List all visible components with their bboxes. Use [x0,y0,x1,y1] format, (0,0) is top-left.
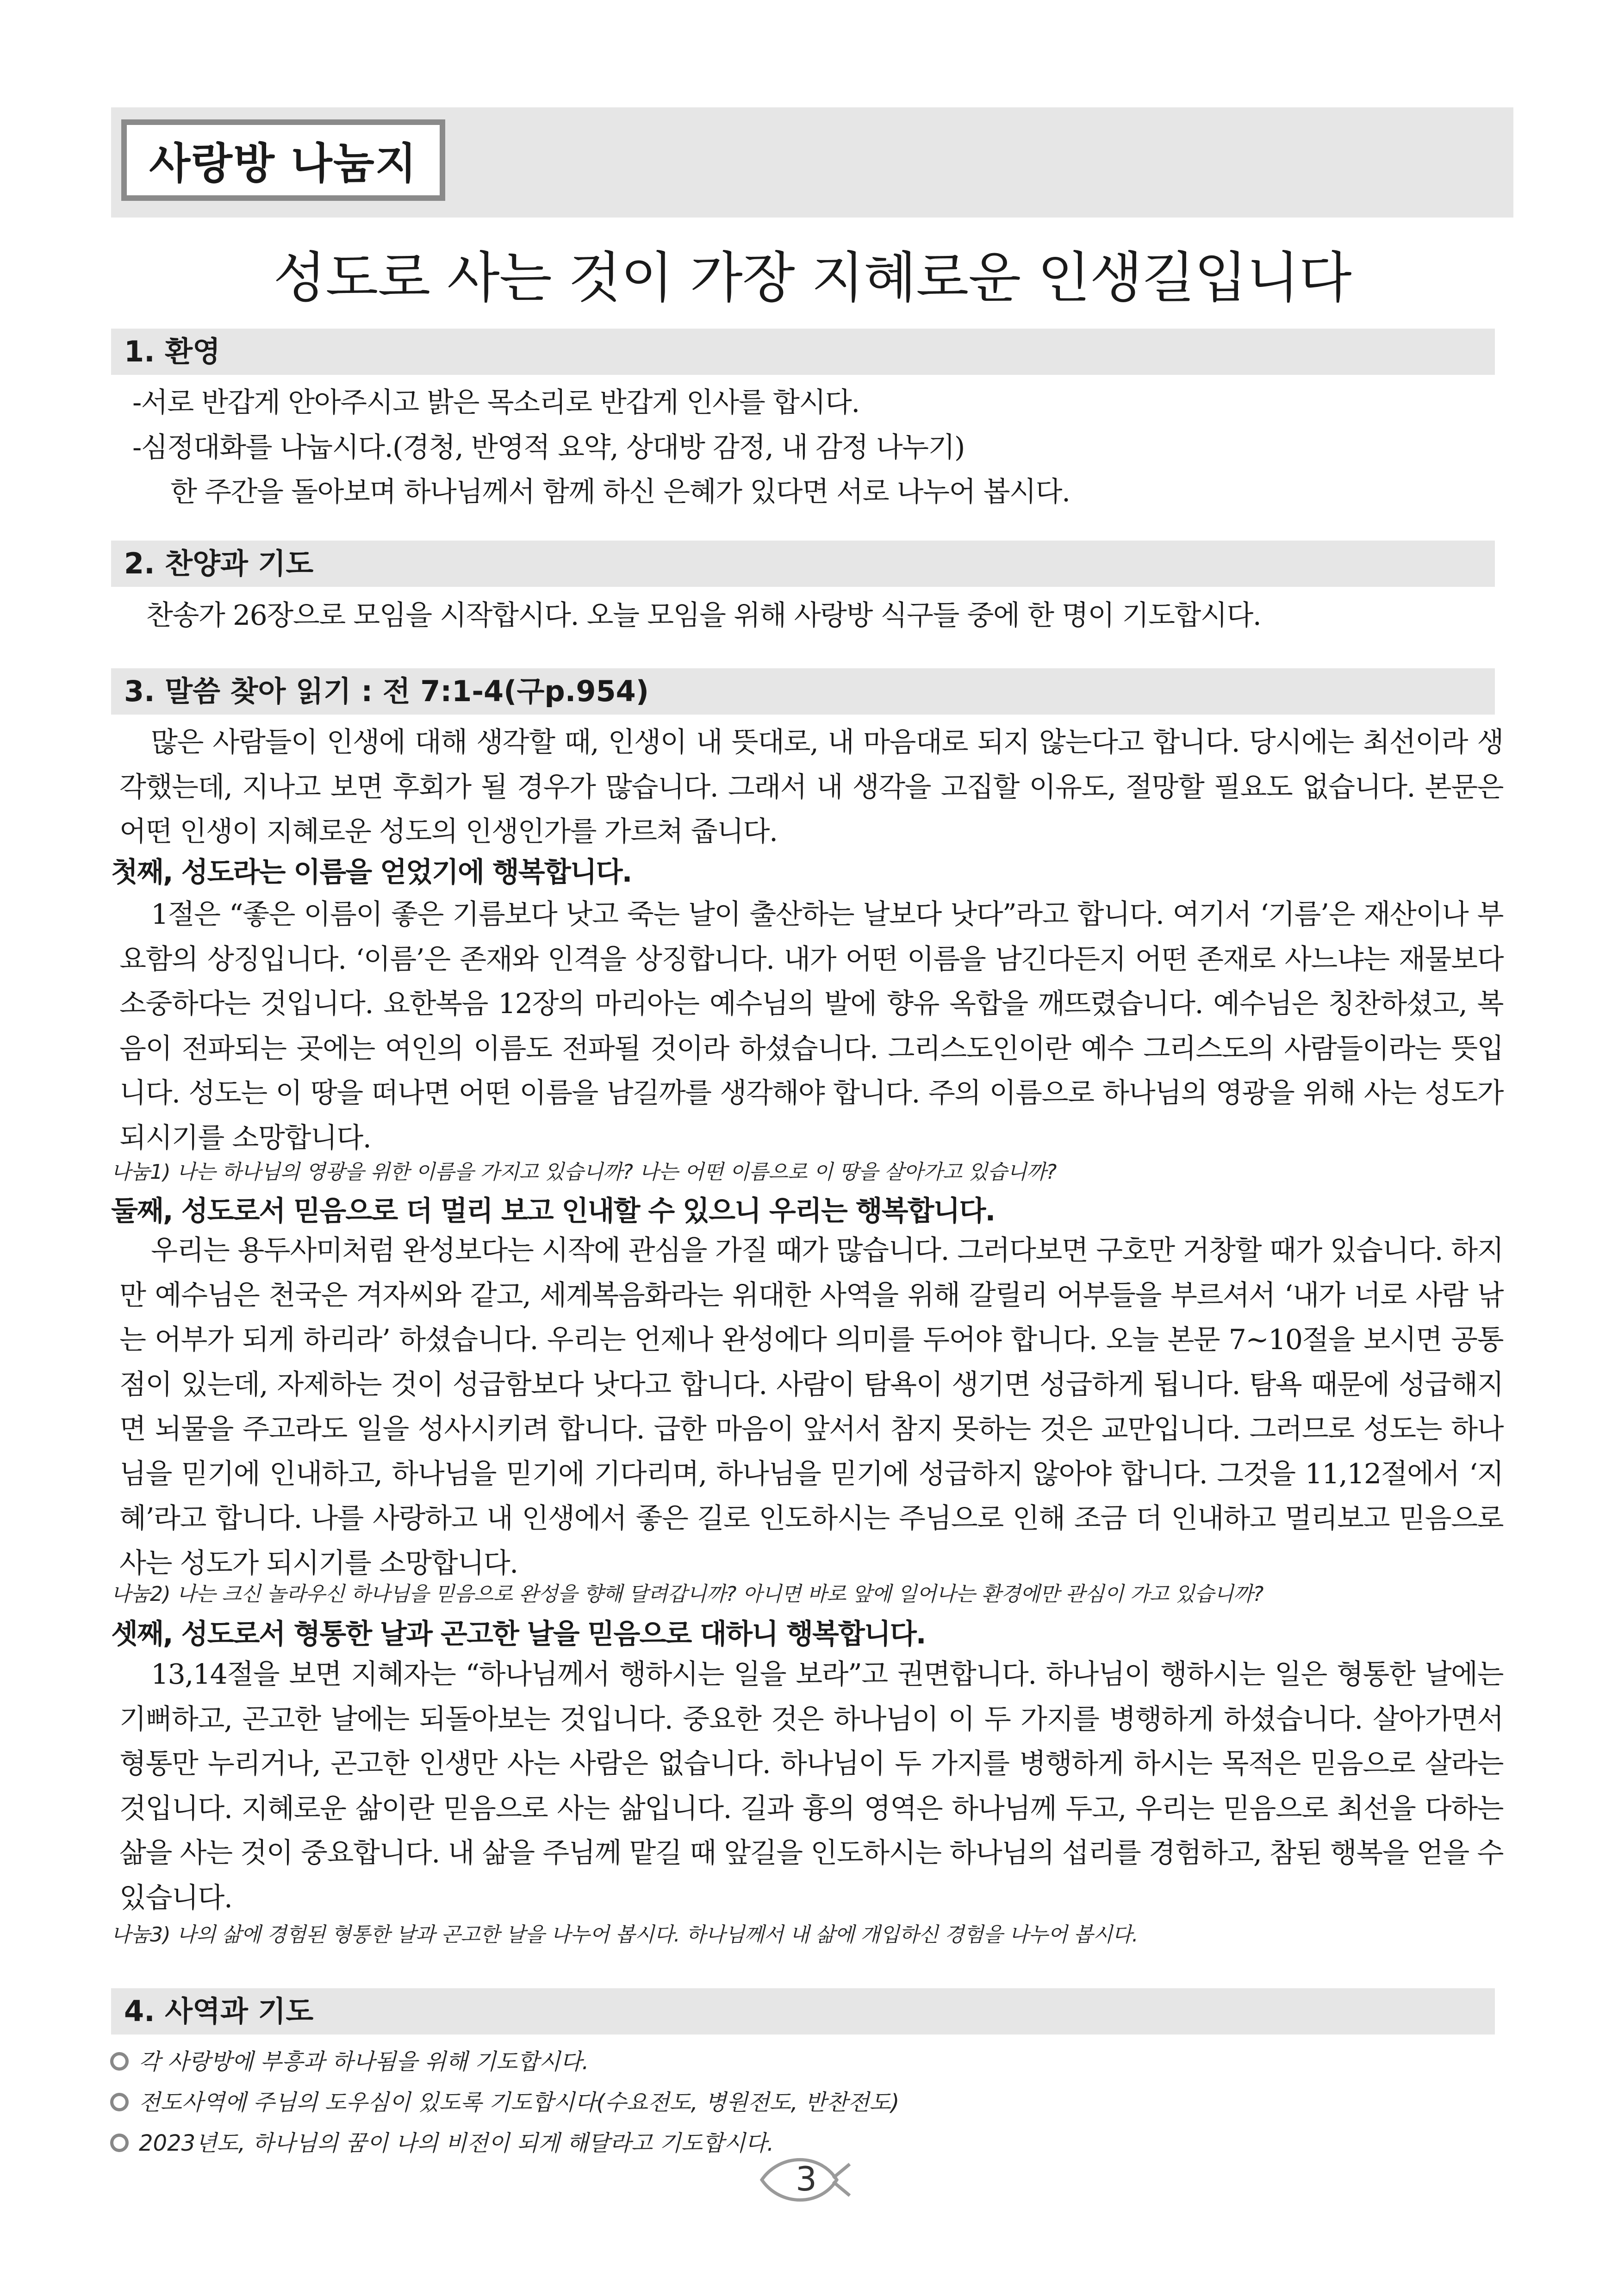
praise-text-block [119,593,1503,638]
point-2-body [119,1228,1503,1586]
prayer-item-1 [110,2041,589,2083]
welcome-line-2: -심정대화를 나눕시다.(경청, 반영적 요약, 상대방 감정, 내 감정 나누기) [132,431,965,464]
point-1-body [119,892,1503,1160]
welcome-line-1: -서로 반갑게 안아주시고 밝은 목소리로 반갑게 인사를 합시다. [132,386,859,419]
circle-bullet-icon [110,2134,129,2152]
circle-bullet-icon [110,2093,129,2111]
section-heading-welcome: 1. 환영 [111,329,1495,375]
praise-text: 찬송가 26장으로 모임을 시작합시다. 오늘 모임을 위해 사랑방 식구들 중에 한 명이 기도합시다. [146,599,1261,632]
point-1-text: 1절은 “좋은 이름이 좋은 기름보다 낫고 죽는 날이 출산하는 날보다 낫다”라고 합니다. 여기서 ‘기름’은 재산이나 부요함의 상징입니다. ‘이름’은 존재와 인격을 상징합니다. 내가 어떤 이름을 남긴다든지 어떤 존재로 사느냐는 재물보다 소중하다는 것입니다. 요한복음 12장의 마리아는 예수님의 발에 향유 옥합을 깨뜨렸습니다. 예수님은 칭찬하셨고, 복음이 전파되는 곳에는 여인의 이름도 전파될 것이라 하셨습니다. 그리스도인이란 예수 그리스도의 사람들이라는 뜻입니다. 성도는 이 땅을 떠나면 어떤 이름을 남길까를 생각해야 합니다. 주의 이름으로 하나님의 영광을 위해 사는 성도가 되시기를 소망합니다. [119,898,1503,1154]
point-2-heading: 둘째, 성도로서 믿음으로 더 멀리 보고 인내할 수 있으니 우리는 행복합니다. [111,1195,995,1227]
page-number: 3 [796,2159,817,2198]
point-3-body [119,1652,1503,1920]
word-intro-text: 많은 사람들이 인생에 대해 생각할 때, 인생이 내 뜻대로, 내 마음대로 되지 않는다고 합니다. 당시에는 최선이라 생각했는데, 지나고 보면 후회가 될 경우가 많습니다. 그래서 내 생각을 고집할 이유도, 절망할 필요도 없습니다. 본문은 어떤 인생이 지혜로운 성도의 인생인가를 가르쳐 줍니다. [119,726,1503,848]
welcome-line-3: 한 주간을 돌아보며 하나님께서 함께 하신 은혜가 있다면 서로 나누어 봅시다. [170,476,1070,508]
section-heading-ministry: 4. 사역과 기도 [111,1988,1495,2035]
section-heading-praise: 2. 찬양과 기도 [111,541,1495,587]
word-intro [119,720,1503,854]
point-2-text: 우리는 용두사미처럼 완성보다는 시작에 관심을 가질 때가 많습니다. 그러다보면 구호만 거창할 때가 있습니다. 하지만 예수님은 천국은 겨자씨와 같고, 세계복음화라는 위대한 사역을 위해 갈릴리 어부들을 부르셔서 ‘내가 너로 사람 낚는 어부가 되게 하리라’ 하셨습니다. 우리는 언제나 완성에다 의미를 두어야 합니다. 오늘 본문 7~10절을 보시면 공통점이 있는데, 자제하는 것이 성급함보다 낫다고 합니다. 사람이 탐욕이 생기면 성급하게 됩니다. 탐욕 때문에 성급해지면 뇌물을 주고라도 일을 성사시키려 합니다. 급한 마음이 앞서서 참지 못하는 것은 교만입니다. 그러므로 성도는 하나님을 믿기에 인내하고, 하나님을 믿기에 기다리며, 하나님을 믿기에 성급하지 않아야 합니다. 그것을 11,12절에서 ‘지혜’라고 합니다. 나를 사랑하고 내 인생에서 좋은 길로 인도하시는 주님으로 인해 조금 더 인내하고 멀리보고 믿음으로 사는 성도가 되시기를 소망합니다. [119,1234,1503,1580]
point-1-sharing-question: 나눔1) 나는 하나님의 영광을 위한 이름을 가지고 있습니까? 나는 어떤 이름으로 이 땅을 살아가고 있습니까? [111,1160,1057,1184]
page-number-emblem [759,2149,852,2209]
prayer-item-2-text: 전도사역에 주님의 도우심이 있도록 기도합시다(수요전도, 병원전도, 반찬전도) [139,2090,900,2116]
prayer-item-3-text: 2023년도, 하나님의 꿈이 나의 비전이 되게 해달라고 기도합시다. [139,2130,774,2156]
prayer-item-1-text: 각 사랑방에 부흥과 하나됨을 위해 기도합시다. [139,2049,589,2075]
point-3-text: 13,14절을 보면 지혜자는 “하나님께서 행하시는 일을 보라”고 권면합니다. 하나님이 행하시는 일은 형통한 날에는 기뻐하고, 곤고한 날에는 되돌아보는 것입니다. 중요한 것은 하나님이 이 두 가지를 병행하게 하셨습니다. 살아가면서 형통만 누리거나, 곤고한 인생만 사는 사람은 없습니다. 하나님이 두 가지를 병행하게 하시는 목적은 믿음으로 살라는 것입니다. 지혜로운 삶이란 믿음으로 사는 삶입니다. 길과 흉의 영역은 하나님께 두고, 우리는 믿음으로 최선을 다하는 삶을 사는 것이 중요합니다. 내 삶을 주님께 맡길 때 앞길을 인도하시는 하나님의 섭리를 경험하고, 참된 행복을 얻을 수 있습니다. [119,1658,1503,1914]
point-3-heading: 셋째, 성도로서 형통한 날과 곤고한 날을 믿음으로 대하니 행복합니다. [111,1618,926,1650]
circle-bullet-icon [110,2052,129,2071]
section-heading-word: 3. 말씀 찾아 읽기 : 전 7:1-4(구p.954) [111,668,1495,715]
point-2-sharing-question: 나눔2) 나는 크신 놀라우신 하나님을 믿음으로 완성을 향해 달려갑니까? 아니면 바로 앞에 일어나는 환경에만 관심이 가고 있습니까? [111,1582,1263,1606]
prayer-item-3 [110,2122,774,2164]
page-title: 성도로 사는 것이 가장 지혜로운 인생길입니다 [273,246,1351,310]
point-1-heading: 첫째, 성도라는 이름을 얻었기에 행복합니다. [111,856,632,889]
header-label: 사랑방 나눔지 [121,119,445,201]
point-3-sharing-question: 나눔3) 나의 삶에 경험된 형통한 날과 곤고한 날을 나누어 봅시다. 하나님께서 내 삶에 개입하신 경험을 나누어 봅시다. [111,1923,1139,1947]
prayer-item-2 [110,2082,899,2123]
welcome-lines [119,380,1503,515]
